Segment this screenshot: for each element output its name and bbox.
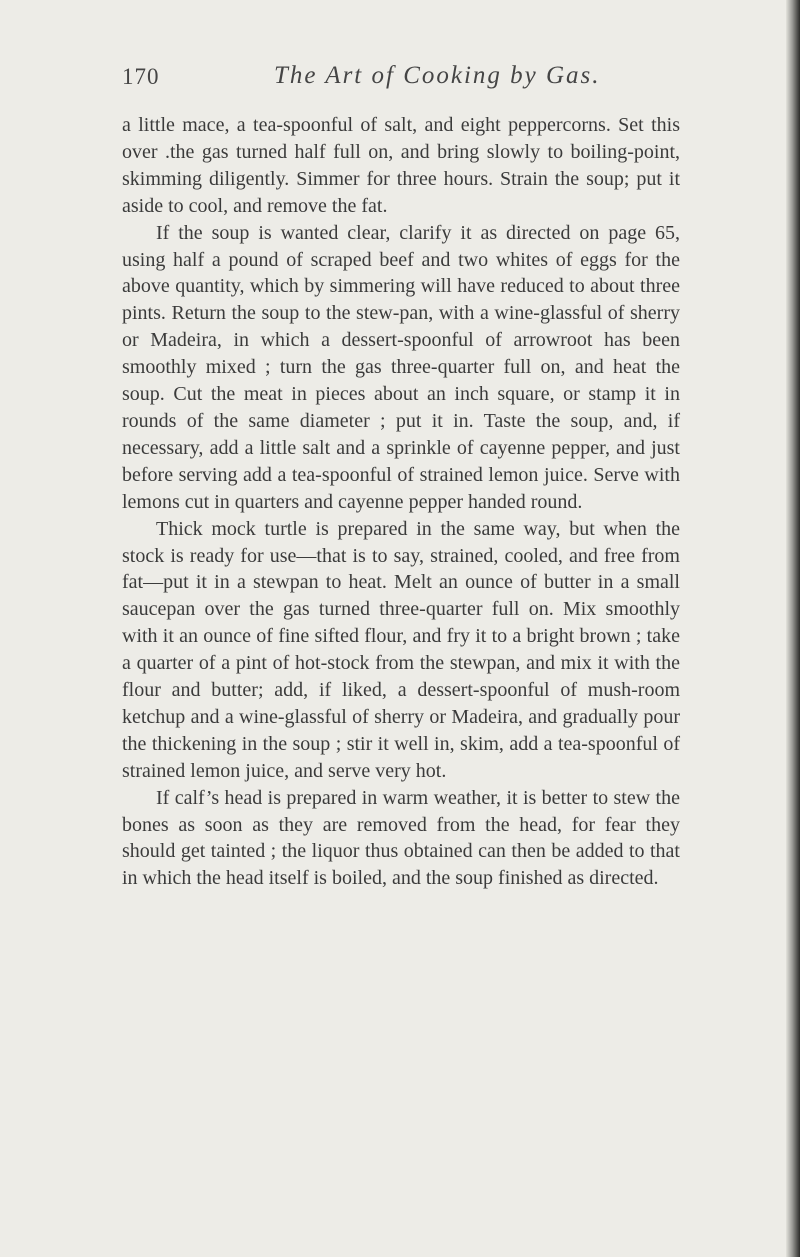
running-title: The Art of Cooking by Gas. (274, 62, 601, 89)
paragraph-calfs-head: If calf’s head is prepared in warm weather, it is better to stew the bones as soon as they are removed from the head, for fear they should get tainted ; the liquor thus obtained can then be added to that in which the head itself is boiled, and the soup finished as directed. (122, 786, 680, 890)
paragraph-clear-soup: If the soup is wanted clear, clarify it as directed on page 65, using half a pound of scraped beef and two whites of eggs for the above quantity, which by simmering will have reduced to about three pints. Return the soup to the stew-pan, with a wine-glassful of sherry or Madeira, in which a dessert-spoonful of arrowroot has been smoothly mixed ; turn the gas three-quarter full on, and heat the soup. Cut the meat in pieces about an inch square, or stamp it in rounds of the same diameter ; put it in. Taste the soup, and, if necessary, add a little salt and a sprinkle of cayenne pepper, and just before serving add a tea-spoonful of strained lemon juice. Serve with lemons cut in quarters and cayenne pepper handed round. (122, 221, 680, 513)
body-text (122, 112, 680, 892)
page-number: 170 (122, 64, 160, 89)
paragraph-continuation: a little mace, a tea-spoonful of salt, and eight peppercorns. Set this over .the gas turned half full on, and bring slowly to boiling-point, skimming diligently. Simmer for three hours. Strain the soup; put it aside to cool, and remove the fat. (122, 114, 680, 217)
page-header (122, 62, 682, 102)
paragraph-thick-mock-turtle: Thick mock turtle is prepared in the same way, but when the stock is ready for use—that is to say, strained, cooled, and free from fat—put it in a stewpan to heat. Melt an ounce of butter in a small saucepan over the gas turned three-quarter full on. Mix smoothly with it an ounce of fine sifted flour, and fry it to a bright brown ; take a quarter of a pint of hot-stock from the stewpan, and mix it with the flour and butter; add, if liked, a dessert-spoonful of mush-room ketchup and a wine-glassful of sherry or Madeira, and gradually pour the thickening in the soup ; stir it well in, skim, add a tea-spoonful of strained lemon juice, and serve very hot. (122, 517, 680, 782)
page-edge-shadow (786, 0, 800, 1257)
